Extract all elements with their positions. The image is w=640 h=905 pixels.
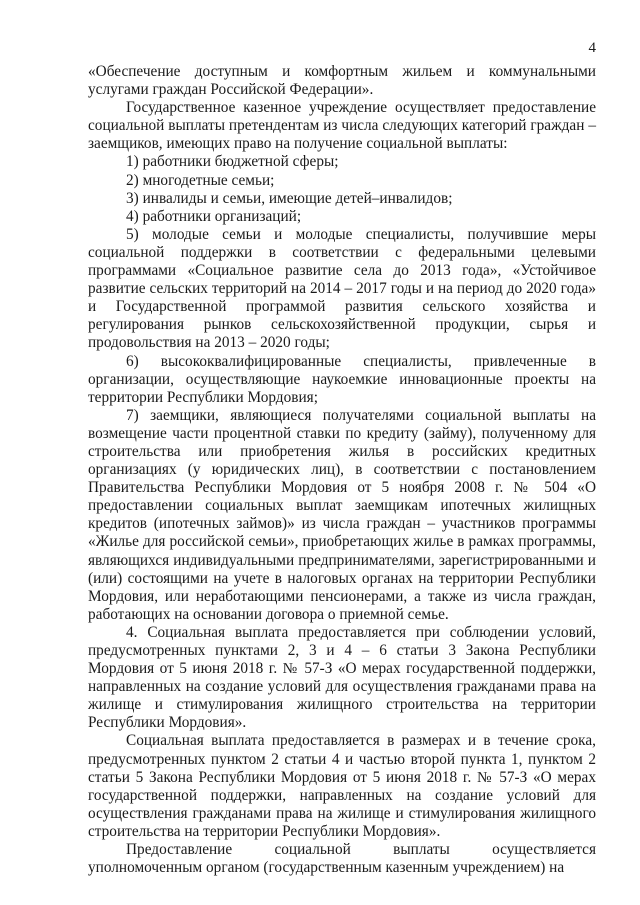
list-item: 7) заемщики, являющиеся получателями социальной выплаты на возмещение части процентной ставки по кредиту (займу), полученному для строительства или приобретения жилья в российских кредитных организациях (у юридических лиц), в соответствии с постановлением Правительства Республики Мордовия от 5 ноября 2008 г. № 504 «О предоставлении социальных выплат заемщикам ипотечных жилищных кредитов (ипотечных займов)» из числа граждан – участников программы «Жилье для российской семьи», приобретающих жилье в рамках программы, являющихся индивидуальными предпринимателями, зарегистрированными и (или) состоящими на учете в налоговых органах на территории Республики Мордовия, или неработающими пенсионерами, а также из числа граждан, работающих на основании договора о приемной семье. <box>88 406 596 623</box>
page-number: 4 <box>588 40 596 56</box>
list-item: 5) молодые семьи и молодые специалисты, получившие меры социальной поддержки в соответствии с федеральными целевыми программами «Социальное развитие села до 2013 года», «Устойчивое развитие сельских территорий на 2014 – 2017 годы и на период до 2020 года» и Государственной программой развития сельского хозяйства и регулирования рынков сельскохозяйственной продукции, сырья и продовольствия на 2013 – 2020 годы; <box>88 225 596 352</box>
paragraph: Государственное казенное учреждение осуществляет предоставление социальной выплаты претендентам из числа следующих категорий граждан – заемщиков, имеющих право на получение социальной выплаты: <box>88 99 596 153</box>
list-item: 6) высококвалифицированные специалисты, привлеченные в организации, осуществляющие наукоемкие инновационные проекты на территории Республики Мордовия; <box>88 352 596 406</box>
paragraph: «Обеспечение доступным и комфортным жильем и коммунальными услугами граждан Российской Федерации». <box>88 63 596 99</box>
list-item: 2) многодетные семьи; <box>126 171 275 189</box>
paragraph: Предоставление социальной выплаты осуществляется уполномоченным органом (государственным казенным учреждением) на <box>88 841 596 877</box>
document-body <box>88 63 596 877</box>
list-item: 4) работники организаций; <box>126 207 302 225</box>
paragraph: 4. Социальная выплата предоставляется при соблюдении условий, предусмотренных пунктами 2, 3 и 4 – 6 статьи 3 Закона Республики Мордовия от 5 июня 2018 г. № 57-З «О мерах государственной поддержки, направленных на создание условий для осуществления гражданами права на жилище и стимулирования жилищного строительства на территории Республики Мордовия». <box>88 623 596 732</box>
list-item: 1) работники бюджетной сферы; <box>126 153 339 171</box>
list-item: 3) инвалиды и семьи, имеющие детей–инвалидов; <box>126 189 453 207</box>
paragraph: Социальная выплата предоставляется в размерах и в течение срока, предусмотренных пунктом 2 статьи 4 и частью второй пункта 1, пунктом 2 статьи 5 Закона Республики Мордовия от 5 июня 2018 г. № 57-З «О мерах государственной поддержки, направленных на создание условий для осуществления гражданами права на жилище и стимулирования жилищного строительства на территории Республики Мордовия». <box>88 732 596 840</box>
